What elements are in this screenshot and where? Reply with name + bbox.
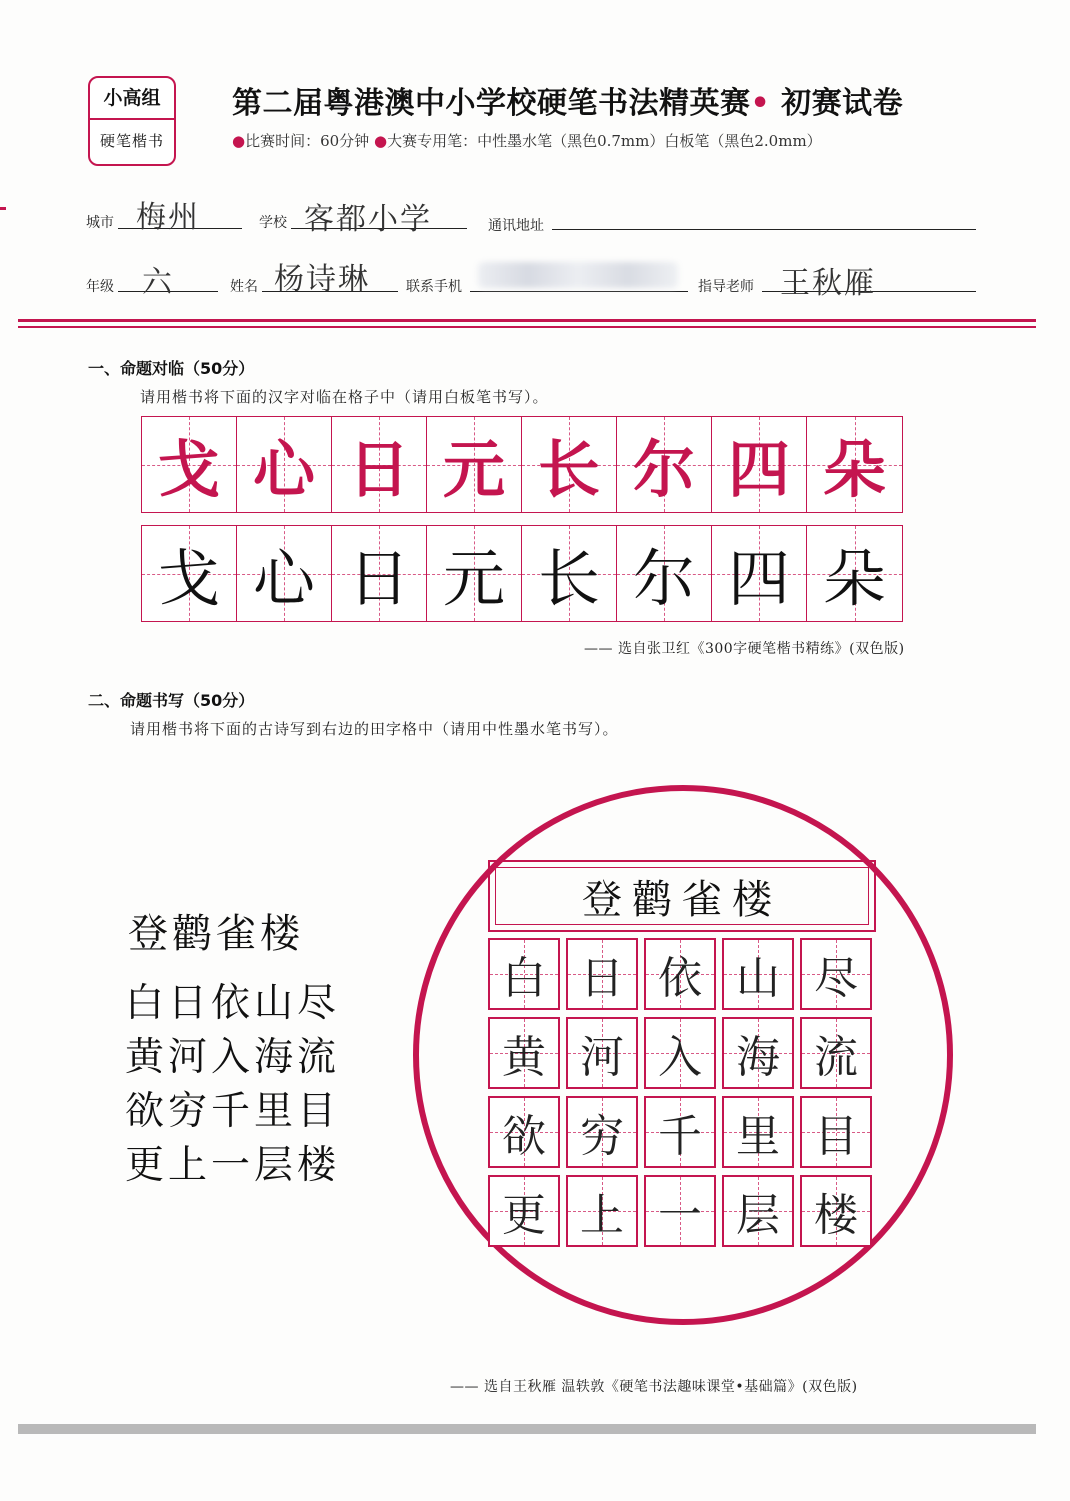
poem-line: 黄河入海流 — [125, 1035, 341, 1080]
grid-cell[interactable] — [644, 1096, 716, 1168]
practice-row — [488, 1175, 878, 1247]
grid-cell[interactable] — [800, 1096, 872, 1168]
section1-source: —— 选自张卫红《300字硬笔楷书精练》(双色版) — [584, 641, 905, 657]
grid-cell[interactable] — [712, 526, 807, 621]
meta-pen: 大赛专用笔：中性墨水笔（黑色0.7mm）白板笔（黑色2.0mm） — [387, 132, 822, 150]
address-underline[interactable] — [552, 229, 976, 230]
written-char: 入 — [658, 1032, 702, 1083]
model-char: 日 — [347, 433, 410, 506]
section2-instruction: 请用楷书将下面的古诗写到右边的田字格中（请用中性墨水笔书写）。 — [130, 720, 619, 738]
model-char: 元 — [442, 433, 505, 506]
grid-cell[interactable] — [566, 1017, 638, 1089]
poem-line: 欲穷千里目 — [125, 1089, 341, 1134]
grid-cell[interactable] — [488, 1096, 560, 1168]
grid-cell — [332, 417, 427, 512]
practice-row — [488, 1017, 878, 1089]
meta-time: 比赛时间：60分钟 — [245, 132, 370, 150]
model-char: 尔 — [632, 433, 695, 506]
grade-value[interactable]: 六 — [142, 265, 174, 300]
written-char: 欲 — [502, 1111, 546, 1162]
written-char: 一 — [658, 1190, 702, 1241]
grid-cell[interactable] — [488, 938, 560, 1010]
title-dot-icon: • — [750, 86, 771, 121]
written-char: 楼 — [814, 1190, 858, 1241]
section1-heading: 一、命题对临（50分） — [88, 359, 255, 378]
written-char: 长 — [537, 542, 600, 615]
teacher-value[interactable]: 王秋雁 — [780, 266, 876, 301]
group-badge — [88, 76, 176, 166]
poem-line: 白日依山尽 — [125, 981, 341, 1026]
grade-label: 年级 — [86, 279, 114, 295]
bottom-bar — [18, 1424, 1036, 1434]
grid-cell[interactable] — [800, 1017, 872, 1089]
written-char: 千 — [658, 1111, 702, 1162]
address-label: 通讯地址 — [488, 218, 544, 234]
grid-cell[interactable] — [566, 1175, 638, 1247]
bullet-icon: ● — [232, 132, 246, 150]
written-char: 更 — [502, 1190, 546, 1241]
grid-cell[interactable] — [237, 526, 332, 621]
grid-cell — [427, 417, 522, 512]
model-char: 朵 — [823, 433, 886, 506]
written-char: 上 — [580, 1190, 624, 1241]
written-title-box[interactable] — [488, 860, 876, 932]
grid-cell[interactable] — [522, 526, 617, 621]
written-char: 戈 — [157, 542, 220, 615]
phone-label: 联系手机 — [406, 279, 462, 295]
written-char: 依 — [658, 953, 702, 1004]
grid-cell[interactable] — [644, 938, 716, 1010]
phone-redacted[interactable] — [478, 262, 678, 288]
grid-cell[interactable] — [488, 1017, 560, 1089]
written-char: 元 — [442, 542, 505, 615]
city-value[interactable]: 梅州 — [136, 200, 200, 235]
city-label: 城市 — [86, 215, 114, 231]
badge-group-label: 小高组 — [90, 78, 174, 120]
edge-mark — [0, 207, 6, 210]
contest-meta — [232, 130, 822, 151]
written-char: 穷 — [580, 1111, 624, 1162]
page-title — [232, 78, 903, 122]
grid-cell[interactable] — [142, 526, 237, 621]
model-char: 四 — [727, 433, 790, 506]
grid-cell[interactable] — [566, 938, 638, 1010]
grid-cell — [142, 417, 237, 512]
grid-cell[interactable] — [722, 938, 794, 1010]
grid-cell[interactable] — [722, 1017, 794, 1089]
grid-cell — [522, 417, 617, 512]
bullet-icon: ● — [373, 132, 388, 150]
divider-thick — [18, 319, 1036, 322]
section2-heading: 二、命题书写（50分） — [88, 691, 255, 710]
written-char: 山 — [736, 953, 780, 1004]
title-main: 第二届粤港澳中小学校硬笔书法精英赛 — [232, 86, 751, 121]
school-value[interactable]: 客都小学 — [304, 202, 432, 237]
written-char: 里 — [736, 1111, 780, 1162]
practice-grid[interactable] — [488, 938, 878, 1254]
model-char-row — [141, 416, 903, 513]
poem-line: 更上一层楼 — [125, 1143, 341, 1188]
grid-cell[interactable] — [617, 526, 712, 621]
phone-underline — [470, 291, 688, 292]
grid-cell[interactable] — [644, 1017, 716, 1089]
name-value[interactable]: 杨诗琳 — [274, 262, 370, 297]
model-char: 戈 — [157, 433, 220, 506]
section2-source: —— 选自王秋雁 温轶敦《硬笔书法趣味课堂•基础篇》(双色版) — [450, 1379, 858, 1395]
written-char: 日 — [580, 953, 624, 1004]
section1-instruction: 请用楷书将下面的汉字对临在格子中（请用白板笔书写）。 — [140, 388, 549, 406]
written-char: 目 — [814, 1111, 858, 1162]
written-char-row[interactable] — [141, 525, 903, 622]
practice-row — [488, 938, 878, 1010]
school-label: 学校 — [259, 215, 287, 231]
grid-cell — [807, 417, 902, 512]
grid-cell — [712, 417, 807, 512]
title-sub: 初赛试卷 — [770, 86, 904, 121]
written-char: 河 — [580, 1032, 624, 1083]
written-char: 尽 — [814, 953, 858, 1004]
grid-cell[interactable] — [800, 1175, 872, 1247]
written-title: 登鹳雀楼 — [582, 876, 782, 923]
grid-cell — [237, 417, 332, 512]
grid-cell[interactable] — [722, 1096, 794, 1168]
written-char: 海 — [736, 1032, 780, 1083]
teacher-label: 指导老师 — [698, 279, 754, 295]
grid-cell[interactable] — [488, 1175, 560, 1247]
written-char: 黄 — [502, 1032, 546, 1083]
written-char: 尔 — [632, 542, 695, 615]
grid-cell[interactable] — [427, 526, 522, 621]
grid-cell[interactable] — [800, 938, 872, 1010]
model-char: 长 — [537, 433, 600, 506]
poem-title: 登鹳雀楼 — [128, 911, 304, 957]
grid-cell[interactable] — [644, 1175, 716, 1247]
grid-cell[interactable] — [807, 526, 902, 621]
divider-thin — [18, 326, 1036, 328]
grid-cell — [617, 417, 712, 512]
written-char: 日 — [347, 542, 410, 615]
written-char: 四 — [727, 542, 790, 615]
written-char: 朵 — [823, 542, 886, 615]
written-char: 心 — [252, 542, 315, 615]
badge-style-label: 硬笔楷书 — [99, 132, 164, 150]
grid-cell[interactable] — [722, 1175, 794, 1247]
model-char: 心 — [252, 433, 315, 506]
grid-cell[interactable] — [332, 526, 427, 621]
practice-row — [488, 1096, 878, 1168]
written-char: 白 — [502, 953, 546, 1004]
grid-cell[interactable] — [566, 1096, 638, 1168]
name-label: 姓名 — [230, 279, 258, 295]
written-char: 流 — [814, 1032, 858, 1083]
written-char: 层 — [736, 1190, 780, 1241]
